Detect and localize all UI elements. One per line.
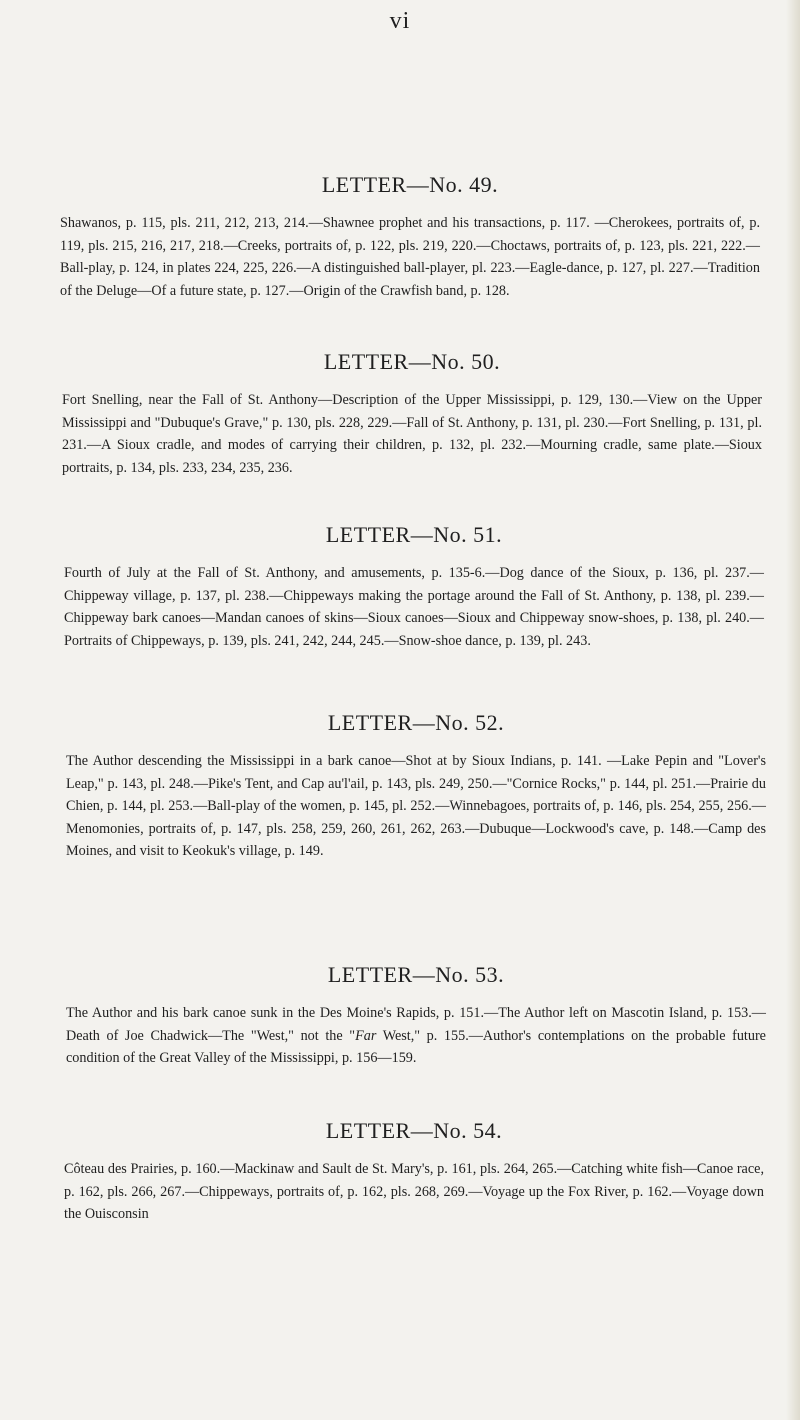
letter-54-text: Côteau des Prairies, p. 160.—Mackinaw and Sault de St. Mary's, p. 161, pls. 264, 265.—Catching white fish—Canoe race, p. 162, pls. 266, 267.—Chippeways, portraits of, p. 162, pls. 268, 269.—Voyage up the Fox River, p. 162.—Voyage down the Ouisconsin xyxy=(64,1161,764,1222)
letter-51-section xyxy=(64,522,764,652)
page-number: vi xyxy=(389,8,411,34)
letter-53-heading: LETTER—No. 53. xyxy=(327,962,505,987)
letter-52-text: The Author descending the Mississippi in a bark canoe—Shot at by Sioux Indians, p. 141. —Lake Pepin and "Lover's Leap," p. 143, pl. 248.—Pike's Tent, and Cap au'l'ail, p. 143, pls. 249, 250.—"Cornice Rocks," p. 144, pl. 251.—Prairie du Chien, p. 144, pl. 253.—Ball-play of the women, p. 145, pl. 252.—Winnebagoes, portraits of, p. 146, pls. 254, 255, 256.—Menomonies, portraits of, p. 147, pls. 258, 259, 260, 261, 262, 263.—Dubuque—Lockwood's cave, p. 148.—Camp des Moines, and visit to Keokuk's village, p. 149. xyxy=(66,753,766,859)
letter-51-text: Fourth of July at the Fall of St. Anthony, and amusements, p. 135-6.—Dog dance of the Sioux, p. 136, pl. 237.—Chippeway village, p. 137, pl. 238.—Chippeways making the portage around the Fall of St. Anthony, p. 138, pl. 239.—Chippeway bark canoes—Mandan canoes of skins—Sioux canoes—Sioux and Chippeway snow-shoes, p. 138, pl. 240.—Portraits of Chippeways, p. 139, pls. 241, 242, 244, 245.—Snow-shoe dance, p. 139, pl. 243. xyxy=(64,565,764,649)
letter-53-text-end: West," p. 155.—Author's contemplations on the probable future condition of the Great Valley of the Mississippi, p. 156—159. xyxy=(66,1027,766,1066)
letter-53-text-italic: Far xyxy=(355,1027,377,1044)
letter-52-section xyxy=(66,710,766,863)
letter-53-section xyxy=(66,962,766,1070)
letter-50-section xyxy=(62,349,762,479)
letter-50-text: Fort Snelling, near the Fall of St. Anthony—Description of the Upper Mississippi, p. 129, 130.—View on the Upper Mississippi and "Dubuque's Grave," p. 130, pls. 228, 229.—Fall of St. Anthony, p. 131, pl. 230.—Fort Snelling, p. 131, pl. 231.—A Sioux cradle, and modes of carrying their children, p. 132, pl. 232.—Mourning cradle, same plate.—Sioux portraits, p. 134, pls. 233, 234, 235, 236. xyxy=(62,392,762,476)
letter-50-heading: LETTER—No. 50. xyxy=(323,349,501,374)
letter-54-heading: LETTER—No. 54. xyxy=(325,1118,503,1143)
page-edge-shadow xyxy=(786,0,800,1420)
letter-53-text xyxy=(66,1002,766,1070)
letter-53-text-start: The Author and his bark canoe sunk in the Des Moine's Rapids, p. 151.—The Author left on Mascotin Island, p. 153.—Death of Joe Chadwick—The "West," not the " xyxy=(66,1005,766,1044)
letter-49-text: Shawanos, p. 115, pls. 211, 212, 213, 214.—Shawnee prophet and his transactions, p. 117. —Cherokees, portraits of, p. 119, pls. 215, 216, 217, 218.—Creeks, portraits of, p. 122, pls. 219, 220.—Choctaws, portraits of, p. 123, pls. 221, 222.—Ball-play, p. 124, in plates 224, 225, 226.—A distinguished ball-player, pl. 223.—Eagle-dance, p. 127, pl. 227.—Tradition of the Deluge—Of a future state, p. 127.—Origin of the Crawfish band, p. 128. xyxy=(60,215,760,299)
letter-52-heading: LETTER—No. 52. xyxy=(327,710,505,735)
letter-49-section xyxy=(60,172,760,302)
letter-51-heading: LETTER—No. 51. xyxy=(325,522,503,547)
letter-49-heading: LETTER—No. 49. xyxy=(321,172,499,197)
letter-54-section xyxy=(64,1118,764,1226)
